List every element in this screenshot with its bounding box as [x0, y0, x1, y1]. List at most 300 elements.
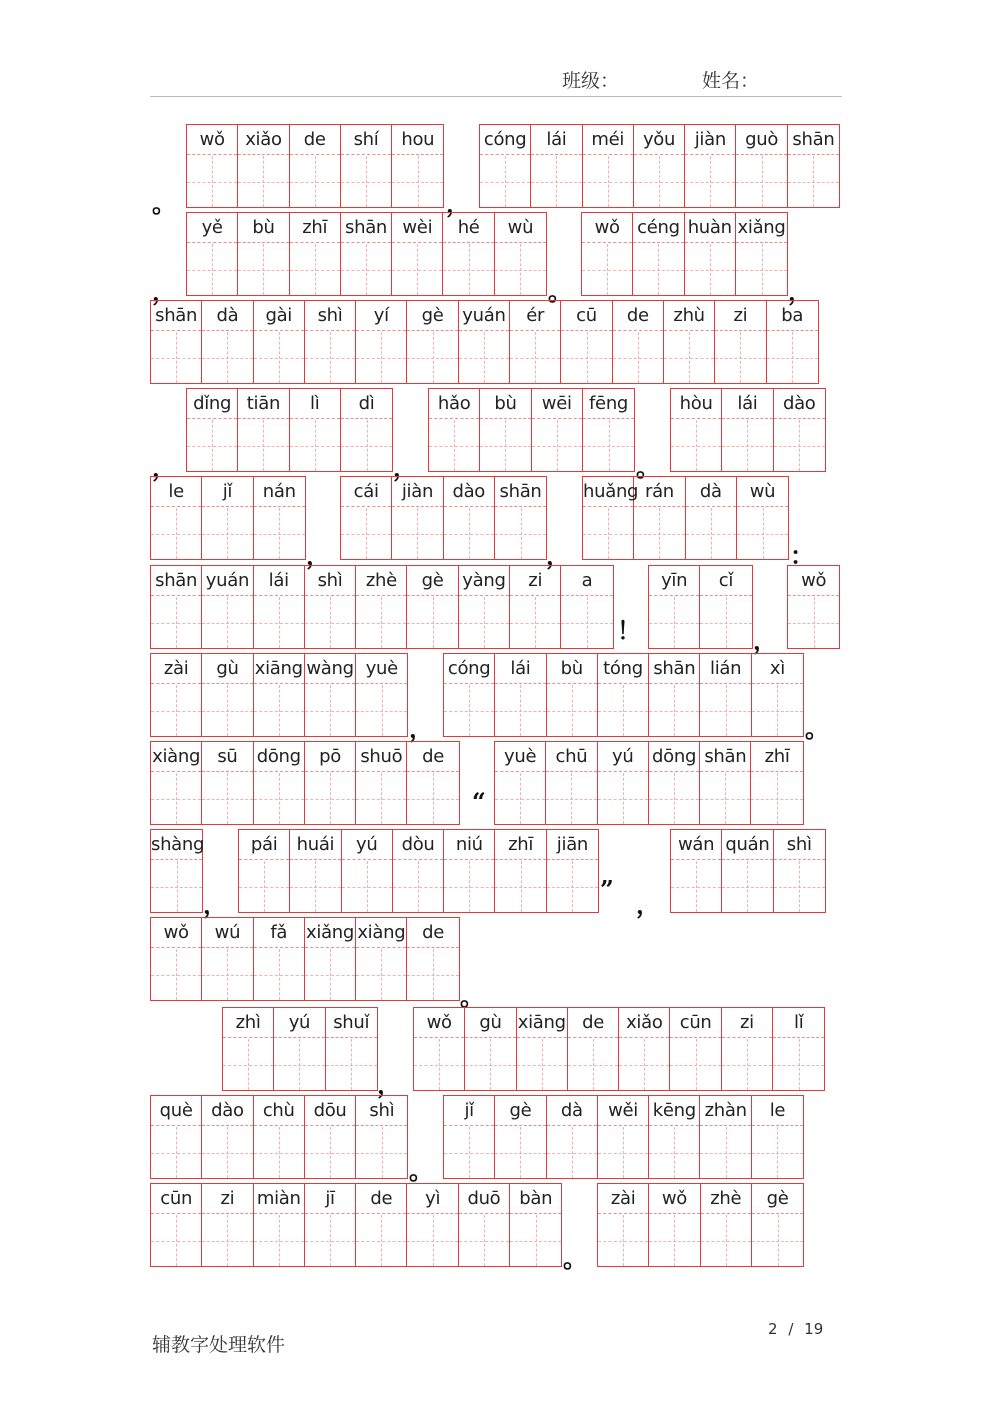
- pinyin-text: fēng: [583, 389, 634, 419]
- writing-box[interactable]: [202, 332, 252, 383]
- character-cell: [290, 213, 341, 295]
- character-cell: [305, 918, 356, 1000]
- pinyin-text: wàng: [305, 654, 355, 684]
- character-cell: [443, 213, 494, 295]
- character-cell: [305, 742, 356, 824]
- writing-box[interactable]: [736, 244, 787, 295]
- writing-box[interactable]: [202, 685, 252, 736]
- pinyin-text: huàn: [685, 213, 735, 243]
- writing-box[interactable]: [700, 1127, 750, 1178]
- character-cell: [305, 1096, 356, 1178]
- writing-box[interactable]: [151, 1127, 201, 1178]
- character-cell: [254, 477, 305, 559]
- writing-box[interactable]: [649, 1127, 699, 1178]
- writing-box[interactable]: [151, 332, 201, 383]
- character-cell: [671, 389, 722, 471]
- character-cell: [701, 1184, 752, 1266]
- writing-box[interactable]: [356, 773, 406, 824]
- writing-box[interactable]: [151, 508, 201, 559]
- pinyin-text: cǐ: [700, 566, 751, 596]
- writing-box[interactable]: [407, 773, 458, 824]
- character-cell: [341, 125, 392, 207]
- writing-box[interactable]: [238, 420, 288, 471]
- writing-box[interactable]: [187, 156, 237, 207]
- punctuation-mark: “: [472, 787, 486, 816]
- writing-box[interactable]: [341, 420, 392, 471]
- pinyin-text: nán: [254, 477, 305, 507]
- writing-box[interactable]: [752, 1127, 803, 1178]
- writing-box[interactable]: [392, 508, 442, 559]
- phrase-box: [413, 1007, 825, 1091]
- writing-box[interactable]: [583, 508, 633, 559]
- writing-box[interactable]: [274, 1039, 324, 1090]
- phrase-box: [150, 1095, 408, 1179]
- character-cell: [356, 301, 407, 383]
- character-cell: [151, 1184, 202, 1266]
- character-cell: [305, 654, 356, 736]
- writing-box[interactable]: [561, 597, 612, 648]
- writing-box[interactable]: [752, 1215, 803, 1266]
- grid-row: [0, 388, 992, 482]
- character-cell: [583, 389, 634, 471]
- writing-box[interactable]: [561, 332, 611, 383]
- writing-box[interactable]: [737, 508, 788, 559]
- writing-box[interactable]: [223, 1039, 273, 1090]
- writing-box[interactable]: [254, 597, 304, 648]
- character-cell: [356, 918, 407, 1000]
- writing-box[interactable]: [392, 244, 442, 295]
- writing-box[interactable]: [671, 420, 721, 471]
- page-total: 19: [804, 1320, 824, 1338]
- writing-box[interactable]: [356, 949, 406, 1000]
- writing-box[interactable]: [305, 597, 355, 648]
- pinyin-text: lì: [290, 389, 340, 419]
- writing-box[interactable]: [736, 156, 786, 207]
- writing-box[interactable]: [510, 332, 560, 383]
- pinyin-text: dǐng: [187, 389, 237, 419]
- phrase-box: [186, 124, 444, 208]
- grid-row: [0, 829, 992, 919]
- writing-box[interactable]: [715, 332, 765, 383]
- character-cell: [722, 389, 773, 471]
- pinyin-text: chù: [254, 1096, 304, 1126]
- writing-box[interactable]: [356, 597, 406, 648]
- phrase-box: [479, 124, 840, 208]
- writing-box[interactable]: [722, 861, 772, 912]
- character-cell: [151, 477, 202, 559]
- writing-box[interactable]: [407, 1215, 457, 1266]
- pinyin-text: zi: [715, 301, 765, 331]
- grid-row: [0, 565, 992, 655]
- writing-box[interactable]: [407, 332, 457, 383]
- punctuation-mark: 。: [152, 189, 176, 218]
- writing-box[interactable]: [722, 1039, 772, 1090]
- writing-box[interactable]: [326, 1039, 377, 1090]
- character-cell: [254, 1096, 305, 1178]
- character-cell: [495, 213, 546, 295]
- character-cell: [664, 301, 715, 383]
- writing-box[interactable]: [202, 1215, 252, 1266]
- writing-box[interactable]: [290, 156, 340, 207]
- pinyin-text: bàn: [510, 1184, 561, 1214]
- writing-box[interactable]: [700, 685, 750, 736]
- writing-box[interactable]: [649, 773, 699, 824]
- writing-box[interactable]: [254, 685, 304, 736]
- writing-box[interactable]: [634, 508, 684, 559]
- grid-row: [0, 653, 992, 743]
- pinyin-text: dōng: [254, 742, 304, 772]
- writing-box[interactable]: [495, 773, 545, 824]
- pinyin-text: bù: [238, 213, 288, 243]
- grid-row: [0, 1183, 992, 1273]
- writing-box[interactable]: [583, 420, 634, 471]
- character-cell: [649, 566, 700, 648]
- phrase-box: [428, 388, 635, 472]
- character-cell: [517, 1008, 568, 1090]
- writing-box[interactable]: [341, 156, 391, 207]
- writing-box[interactable]: [356, 332, 406, 383]
- writing-box[interactable]: [290, 244, 340, 295]
- pinyin-text: shì: [305, 566, 355, 596]
- writing-box[interactable]: [341, 508, 391, 559]
- writing-box[interactable]: [305, 332, 355, 383]
- writing-box[interactable]: [613, 332, 663, 383]
- writing-box[interactable]: [465, 1039, 515, 1090]
- writing-box[interactable]: [532, 420, 582, 471]
- phrase-box: [340, 476, 547, 560]
- character-cell: [356, 1096, 407, 1178]
- character-cell: [151, 301, 202, 383]
- writing-box[interactable]: [305, 949, 355, 1000]
- writing-box[interactable]: [407, 949, 458, 1000]
- writing-box[interactable]: [393, 861, 443, 912]
- writing-box[interactable]: [547, 861, 598, 912]
- writing-box[interactable]: [495, 685, 545, 736]
- character-cell: [151, 830, 205, 912]
- writing-box[interactable]: [151, 1215, 201, 1266]
- writing-box[interactable]: [254, 1127, 304, 1178]
- pinyin-text: cūn: [670, 1008, 720, 1038]
- writing-box[interactable]: [686, 508, 736, 559]
- writing-box[interactable]: [495, 244, 546, 295]
- pinyin-text: dào: [774, 389, 825, 419]
- writing-box[interactable]: [305, 1215, 355, 1266]
- character-cell: [751, 742, 802, 824]
- writing-box[interactable]: [151, 949, 201, 1000]
- pinyin-text: gài: [254, 301, 304, 331]
- pinyin-text: shí: [341, 125, 391, 155]
- character-cell: [326, 1008, 377, 1090]
- writing-box[interactable]: [407, 597, 457, 648]
- writing-box[interactable]: [444, 685, 494, 736]
- writing-box[interactable]: [751, 773, 802, 824]
- writing-box[interactable]: [649, 685, 699, 736]
- character-cell: [414, 1008, 465, 1090]
- character-cell: [341, 477, 392, 559]
- writing-box[interactable]: [429, 420, 479, 471]
- character-cell: [700, 654, 751, 736]
- pinyin-text: gù: [465, 1008, 515, 1038]
- pinyin-text: yuè: [356, 654, 407, 684]
- punctuation-mark: ！: [617, 616, 641, 645]
- writing-box[interactable]: [670, 1039, 720, 1090]
- pinyin-text: lǐ: [773, 1008, 824, 1038]
- writing-box[interactable]: [443, 244, 493, 295]
- character-cell: [342, 830, 393, 912]
- punctuation-mark: 。: [548, 277, 572, 306]
- character-cell: [407, 742, 458, 824]
- writing-box[interactable]: [459, 1215, 509, 1266]
- grid-row: [0, 124, 992, 218]
- writing-box[interactable]: [671, 861, 721, 912]
- character-cell: [187, 389, 238, 471]
- character-cell: [392, 477, 443, 559]
- pinyin-text: yú: [274, 1008, 324, 1038]
- character-cell: [290, 389, 341, 471]
- phrase-box: [597, 1183, 804, 1267]
- writing-box[interactable]: [305, 773, 355, 824]
- writing-box[interactable]: [495, 1127, 545, 1178]
- writing-box[interactable]: [202, 949, 252, 1000]
- writing-box[interactable]: [634, 156, 684, 207]
- writing-box[interactable]: [598, 1127, 648, 1178]
- writing-box[interactable]: [202, 773, 252, 824]
- character-cell: [151, 742, 202, 824]
- character-cell: [568, 1008, 619, 1090]
- pinyin-text: wēi: [532, 389, 582, 419]
- writing-box[interactable]: [547, 685, 597, 736]
- writing-box[interactable]: [341, 244, 391, 295]
- writing-box[interactable]: [495, 861, 545, 912]
- phrase-box: [150, 741, 460, 825]
- character-cell: [151, 918, 202, 1000]
- pinyin-text: dà: [547, 1096, 597, 1126]
- pinyin-text: wù: [737, 477, 788, 507]
- writing-box[interactable]: [510, 1215, 561, 1266]
- writing-box[interactable]: [202, 508, 252, 559]
- writing-box[interactable]: [238, 244, 288, 295]
- pinyin-text: quán: [722, 830, 772, 860]
- writing-box[interactable]: [254, 332, 304, 383]
- pinyin-text: de: [407, 918, 458, 948]
- writing-box[interactable]: [495, 508, 546, 559]
- writing-box[interactable]: [290, 420, 340, 471]
- writing-box[interactable]: [649, 1215, 699, 1266]
- writing-box[interactable]: [239, 861, 289, 912]
- writing-box[interactable]: [305, 685, 355, 736]
- writing-box[interactable]: [480, 420, 530, 471]
- character-cell: [356, 654, 407, 736]
- pinyin-text: lián: [700, 654, 750, 684]
- character-cell: [649, 742, 700, 824]
- writing-box[interactable]: [752, 685, 803, 736]
- writing-box[interactable]: [342, 861, 392, 912]
- character-cell: [531, 125, 582, 207]
- writing-box[interactable]: [700, 773, 750, 824]
- punctuation-mark: ，: [377, 1070, 401, 1099]
- punctuation-mark: ：: [790, 541, 814, 570]
- pinyin-text: zhù: [664, 301, 714, 331]
- writing-box[interactable]: [788, 156, 839, 207]
- writing-box[interactable]: [444, 861, 494, 912]
- character-cell: [254, 654, 305, 736]
- writing-box[interactable]: [774, 861, 825, 912]
- writing-box[interactable]: [774, 420, 825, 471]
- pinyin-text: jǐ: [202, 477, 252, 507]
- writing-box[interactable]: [633, 244, 683, 295]
- pinyin-text: hé: [443, 213, 493, 243]
- writing-box[interactable]: [356, 1127, 407, 1178]
- character-cell: [202, 1184, 253, 1266]
- character-cell: [715, 301, 766, 383]
- writing-box[interactable]: [151, 685, 201, 736]
- writing-box[interactable]: [517, 1039, 567, 1090]
- writing-box[interactable]: [356, 1215, 406, 1266]
- writing-box[interactable]: [722, 420, 772, 471]
- pinyin-text: hòu: [671, 389, 721, 419]
- pinyin-text: shì: [356, 1096, 407, 1126]
- character-cell: [459, 301, 510, 383]
- writing-box[interactable]: [459, 597, 509, 648]
- punctuation-mark: ，: [203, 890, 227, 919]
- writing-box[interactable]: [202, 1127, 252, 1178]
- writing-box[interactable]: [664, 332, 714, 383]
- character-cell: [459, 566, 510, 648]
- writing-box[interactable]: [254, 949, 304, 1000]
- name-label: 姓名：: [702, 70, 760, 92]
- punctuation-mark: ，: [546, 541, 570, 570]
- pinyin-text: lái: [722, 389, 772, 419]
- character-cell: [547, 830, 598, 912]
- writing-box[interactable]: [202, 597, 252, 648]
- grid-row: [0, 1095, 992, 1185]
- writing-box[interactable]: [238, 156, 288, 207]
- writing-box[interactable]: [151, 773, 201, 824]
- writing-box[interactable]: [187, 244, 237, 295]
- writing-box[interactable]: [547, 1127, 597, 1178]
- pinyin-text: cái: [341, 477, 391, 507]
- writing-box[interactable]: [356, 685, 407, 736]
- writing-box[interactable]: [510, 597, 560, 648]
- writing-box[interactable]: [598, 685, 648, 736]
- writing-box[interactable]: [568, 1039, 618, 1090]
- character-cell: [239, 830, 290, 912]
- character-cell: [633, 213, 684, 295]
- character-cell: [429, 389, 480, 471]
- writing-box[interactable]: [685, 156, 735, 207]
- writing-box[interactable]: [700, 597, 751, 648]
- pinyin-text: gè: [495, 1096, 545, 1126]
- writing-box[interactable]: [583, 156, 633, 207]
- pinyin-text: miàn: [254, 1184, 304, 1214]
- pinyin-text: wǒ: [187, 125, 237, 155]
- writing-box[interactable]: [582, 244, 632, 295]
- character-cell: [356, 1184, 407, 1266]
- phrase-box: [186, 212, 547, 296]
- pinyin-text: céng: [633, 213, 683, 243]
- writing-box[interactable]: [701, 1215, 751, 1266]
- pinyin-text: dòu: [393, 830, 443, 860]
- writing-box[interactable]: [305, 1127, 355, 1178]
- grid-row: [0, 1007, 992, 1099]
- writing-box[interactable]: [254, 773, 304, 824]
- writing-box[interactable]: [773, 1039, 824, 1090]
- character-cell: [495, 654, 546, 736]
- pinyin-text: zhī: [290, 213, 340, 243]
- writing-box[interactable]: [546, 773, 596, 824]
- character-cell: [598, 654, 649, 736]
- punctuation-mark: ，: [306, 541, 330, 570]
- writing-box[interactable]: [392, 156, 443, 207]
- writing-box[interactable]: [649, 597, 699, 648]
- character-cell: [634, 125, 685, 207]
- phrase-box: [150, 300, 819, 384]
- character-cell: [700, 1096, 751, 1178]
- writing-box[interactable]: [254, 508, 305, 559]
- character-cell: [305, 1184, 356, 1266]
- phrase-box: [186, 388, 393, 472]
- pinyin-text: shān: [341, 213, 391, 243]
- writing-box[interactable]: [598, 773, 648, 824]
- writing-box[interactable]: [444, 508, 494, 559]
- writing-box[interactable]: [619, 1039, 669, 1090]
- character-cell: [444, 830, 495, 912]
- pinyin-text: yí: [356, 301, 406, 331]
- pinyin-text: pái: [239, 830, 289, 860]
- character-cell: [407, 918, 458, 1000]
- writing-box[interactable]: [685, 244, 735, 295]
- writing-box[interactable]: [254, 1215, 304, 1266]
- grid-row: [0, 212, 992, 306]
- writing-box[interactable]: [788, 597, 839, 648]
- writing-box[interactable]: [290, 861, 340, 912]
- character-cell: [480, 389, 531, 471]
- pinyin-text: zhì: [223, 1008, 273, 1038]
- writing-box[interactable]: [151, 861, 202, 912]
- pinyin-text: yú: [342, 830, 392, 860]
- writing-box[interactable]: [187, 420, 237, 471]
- pinyin-text: shàng: [151, 830, 202, 860]
- writing-box[interactable]: [414, 1039, 464, 1090]
- pinyin-text: le: [752, 1096, 803, 1126]
- writing-box[interactable]: [598, 1215, 648, 1266]
- character-cell: [187, 125, 238, 207]
- writing-box[interactable]: [459, 332, 509, 383]
- pinyin-text: xiāng: [517, 1008, 567, 1038]
- writing-box[interactable]: [444, 1127, 494, 1178]
- pinyin-text: cū: [561, 301, 611, 331]
- writing-box[interactable]: [151, 597, 201, 648]
- character-cell: [546, 742, 597, 824]
- character-cell: [202, 742, 253, 824]
- character-cell: [290, 830, 341, 912]
- pinyin-text: zi: [202, 1184, 252, 1214]
- writing-box[interactable]: [767, 332, 818, 383]
- character-cell: [598, 1096, 649, 1178]
- character-cell: [495, 830, 546, 912]
- punctuation-mark: ，: [636, 890, 660, 919]
- pinyin-text: shān: [788, 125, 839, 155]
- character-cell: [341, 213, 392, 295]
- character-cell: [444, 477, 495, 559]
- character-cell: [254, 301, 305, 383]
- character-cell: [254, 566, 305, 648]
- punctuation-mark: 。: [805, 714, 829, 743]
- character-cell: [788, 125, 839, 207]
- pinyin-text: duō: [459, 1184, 509, 1214]
- writing-box[interactable]: [480, 156, 530, 207]
- writing-box[interactable]: [531, 156, 581, 207]
